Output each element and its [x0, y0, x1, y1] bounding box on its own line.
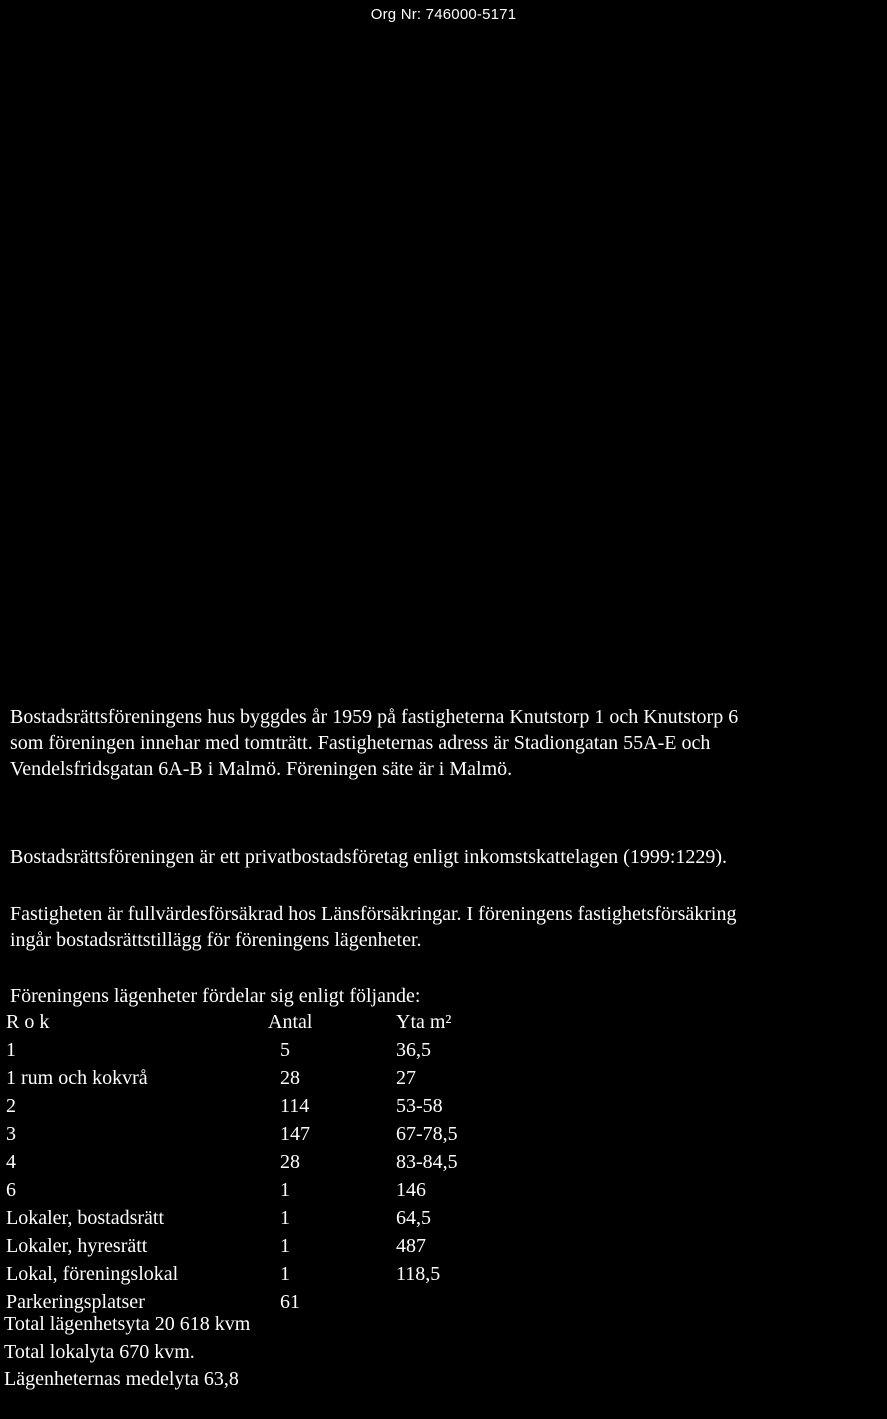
text-line: som föreningen innehar med tomträtt. Fastigheternas adress är Stadiongatan 55A-E och: [10, 732, 711, 754]
cell-antal: 28: [280, 1151, 300, 1173]
cell-antal: 147: [280, 1123, 310, 1145]
cell-rok: 6: [6, 1179, 16, 1201]
cell-antal: 114: [280, 1095, 310, 1117]
header-yta: Yta m²: [396, 1011, 452, 1033]
cell-antal: 1: [280, 1235, 290, 1257]
cell-antal: 1: [280, 1179, 290, 1201]
cell-yta: 487: [396, 1235, 426, 1257]
cell-antal: 1: [280, 1263, 290, 1285]
cell-antal: 61: [280, 1291, 300, 1313]
cell-rok: 1: [6, 1039, 16, 1061]
text-line: Fastigheten är fullvärdesförsäkrad hos Länsförsäkringar. I föreningens fastighetsförsäkring: [10, 903, 737, 925]
header-antal: Antal: [268, 1011, 313, 1033]
cell-antal: 5: [280, 1039, 290, 1061]
cell-yta: 67-78,5: [396, 1123, 458, 1145]
cell-yta: 83-84,5: [396, 1151, 458, 1173]
text-line: Bostadsrättsföreningen är ett privatbostadsföretag enligt inkomstskattelagen (1999:1229).: [10, 846, 728, 868]
cell-antal: 28: [280, 1067, 300, 1089]
text-line: ingår bostadsrättstillägg för föreningens lägenheter.: [10, 929, 422, 951]
org-number: Org Nr: 746000-5171: [370, 6, 517, 23]
cell-rok: Parkeringsplatser: [6, 1291, 145, 1313]
text-line: Bostadsrättsföreningens hus byggdes år 1959 på fastigheterna Knutstorp 1 och Knutstorp 6: [10, 706, 739, 728]
cell-yta: 53-58: [396, 1095, 443, 1117]
cell-yta: 146: [396, 1179, 426, 1201]
cell-rok: 2: [6, 1095, 16, 1117]
paragraph-insurance: [10, 901, 885, 953]
average-apartment-area: Lägenheternas medelyta 63,8: [4, 1368, 239, 1390]
cell-rok: 3: [6, 1123, 16, 1145]
cell-rok: Lokaler, hyresrätt: [6, 1235, 148, 1257]
paragraph-building-info: [10, 704, 885, 782]
cell-antal: 1: [280, 1207, 290, 1229]
header-rok: R o k: [6, 1011, 50, 1033]
cell-rok: Lokaler, bostadsrätt: [6, 1207, 165, 1229]
cell-yta: 27: [396, 1067, 416, 1089]
text-line: Föreningens lägenheter fördelar sig enligt följande:: [10, 985, 421, 1007]
text-line: Vendelsfridsgatan 6A-B i Malmö. Föreningen säte är i Malmö.: [10, 758, 513, 780]
cell-yta: 64,5: [396, 1207, 431, 1229]
cell-yta: 36,5: [396, 1039, 431, 1061]
cell-yta: 118,5: [396, 1263, 441, 1285]
cell-rok: 4: [6, 1151, 16, 1173]
total-apartment-area: Total lägenhetsyta 20 618 kvm: [4, 1313, 251, 1335]
paragraph-tax-status: [10, 844, 885, 870]
total-premises-area: Total lokalyta 670 kvm.: [4, 1341, 195, 1363]
cell-rok: Lokal, föreningslokal: [6, 1263, 179, 1285]
cell-rok: 1 rum och kokvrå: [6, 1067, 148, 1089]
paragraph-distribution-intro: [10, 983, 885, 1009]
